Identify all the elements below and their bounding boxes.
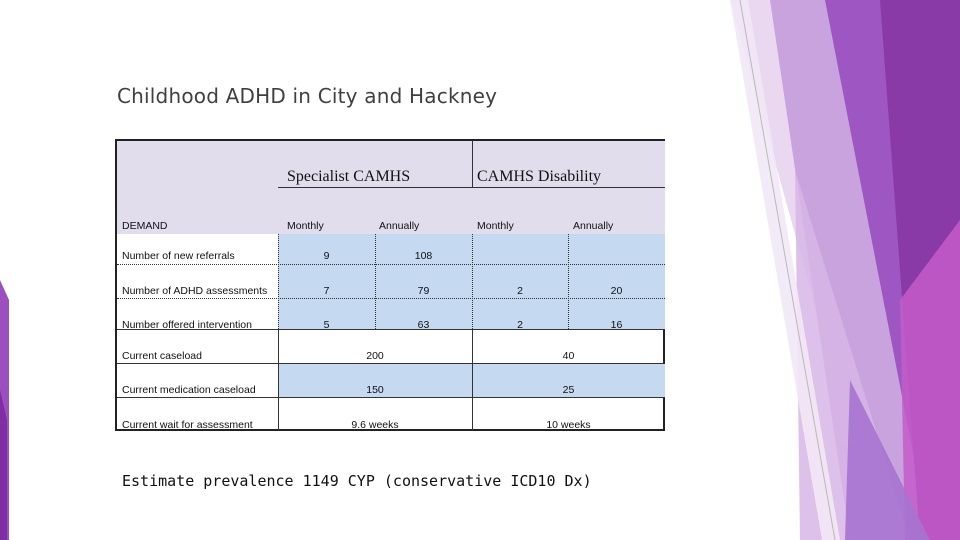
left-decoration <box>0 0 12 540</box>
assessments-specialist-annually: 79 <box>417 285 430 297</box>
row-label-wait-assessment: Current wait for assessment <box>122 419 253 431</box>
intervention-disability-monthly: 2 <box>517 319 523 331</box>
intervention-specialist-annually: 63 <box>417 319 430 331</box>
row-label-adhd-assessments: Number of ADHD assessments <box>122 285 268 297</box>
caseload-disability: 40 <box>562 350 575 362</box>
subheader-annually-1: Annually <box>379 220 420 232</box>
row-label-new-referrals: Number of new referrals <box>122 250 235 262</box>
medication-caseload-disability: 25 <box>562 384 575 396</box>
specialist-camhs-header: Specialist CAMHS <box>287 168 411 185</box>
subheader-monthly-1: Monthly <box>287 220 324 232</box>
medication-caseload-specialist: 150 <box>366 384 384 396</box>
subheader-annually-2: Annually <box>573 220 614 232</box>
demand-label: DEMAND <box>122 220 168 232</box>
demand-table <box>115 139 665 431</box>
right-decoration <box>730 0 960 540</box>
new-referrals-specialist-monthly: 9 <box>323 250 330 262</box>
prevalence-estimate: Estimate prevalence 1149 CYP (conservative ICD10 Dx) <box>122 472 592 490</box>
wait-specialist: 9.6 weeks <box>351 419 399 431</box>
intervention-disability-annually: 16 <box>610 319 623 331</box>
row-label-current-caseload: Current caseload <box>122 350 202 362</box>
row-label-offered-intervention: Number offered intervention <box>122 319 252 331</box>
intervention-specialist-monthly: 5 <box>323 319 330 331</box>
assessments-specialist-monthly: 7 <box>323 285 330 297</box>
subheader-monthly-2: Monthly <box>477 220 514 232</box>
slide-title: Childhood ADHD in City and Hackney <box>117 84 498 108</box>
assessments-disability-monthly: 2 <box>517 285 523 297</box>
camhs-disability-header: CAMHS Disability <box>477 168 602 185</box>
new-referrals-specialist-annually: 108 <box>414 250 433 262</box>
row-label-medication-caseload: Current medication caseload <box>122 384 256 396</box>
caseload-specialist: 200 <box>366 350 384 362</box>
assessments-disability-annually: 20 <box>610 285 623 297</box>
wait-disability: 10 weeks <box>546 419 591 431</box>
